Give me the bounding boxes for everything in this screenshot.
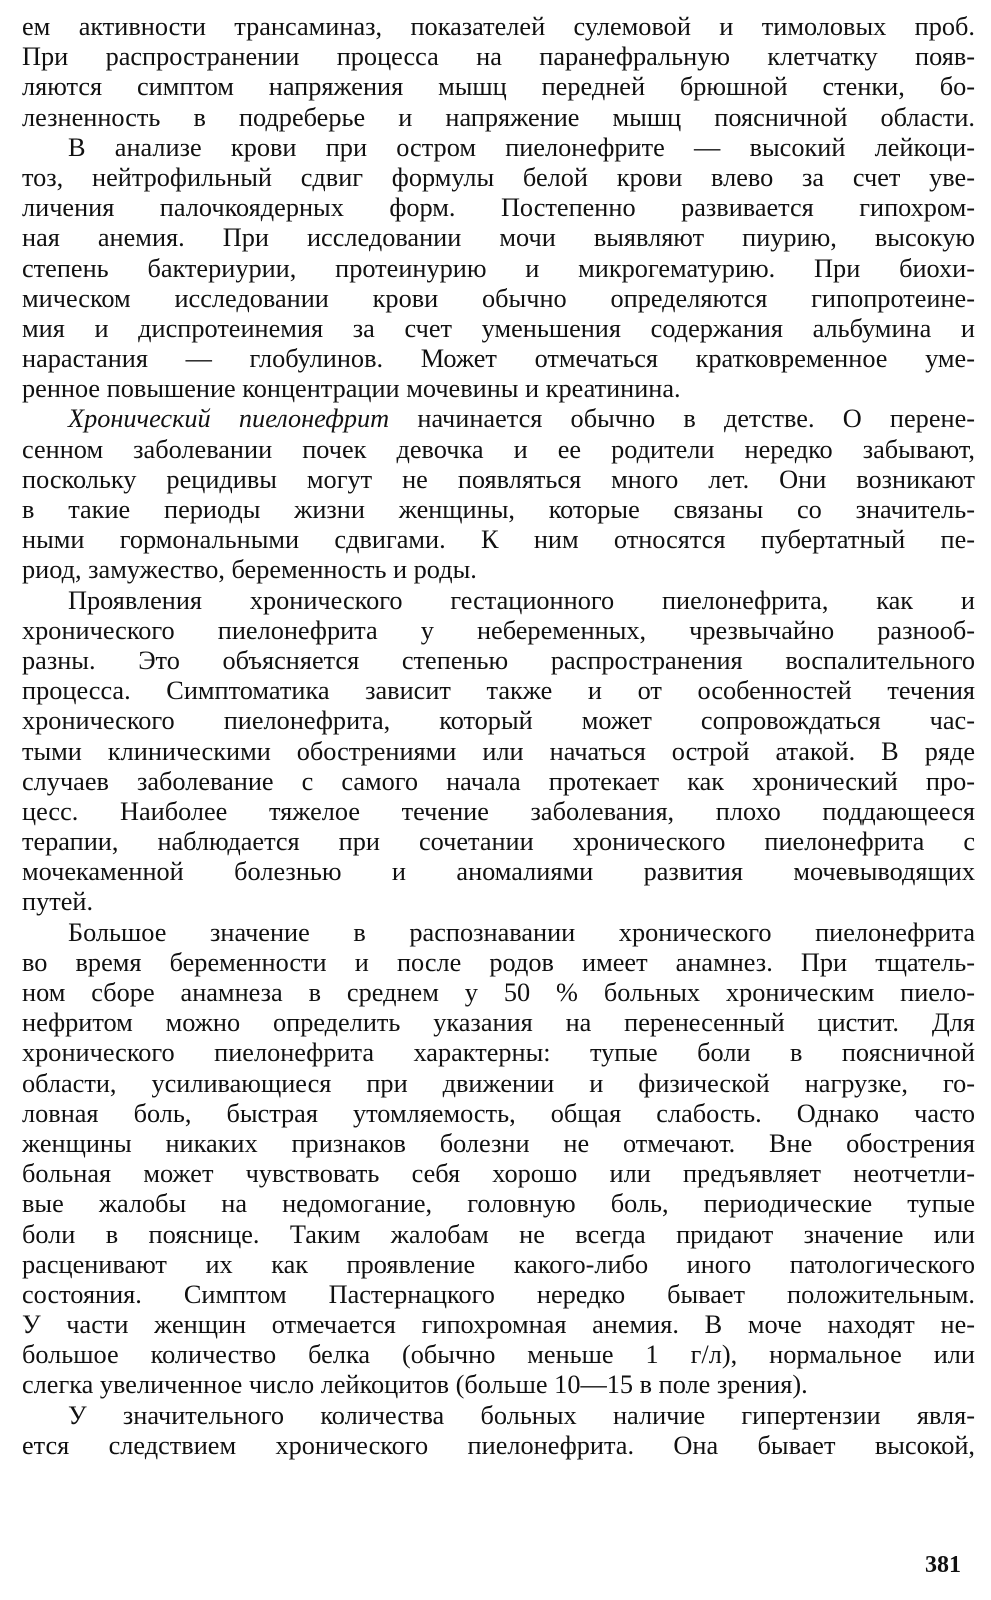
text-line: расценивают их как проявление какого-либо иного патологического: [22, 1249, 975, 1279]
text-line: лезненность в подреберье и напряжение мышц поясничной области.: [22, 102, 975, 132]
text-line: ная анемия. При исследовании мочи выявляют пиурию, высокую: [22, 223, 975, 253]
text-line: ными гормональными сдвигами. К ним относятся пубертатный пе-: [22, 525, 975, 555]
text-line: процесса. Симптоматика зависит также и от особенностей течения: [22, 676, 975, 706]
text-line: В анализе крови при остром пиелонефрите — высокий лейкоци-: [68, 132, 975, 162]
text-line: поскольку рецидивы могут не появляться много лет. Они возникают: [22, 464, 975, 494]
text-line: При распространении процесса на паранефральную клетчатку появ-: [22, 42, 975, 72]
text-line: ловная боль, быстрая утомляемость, общая слабость. Однако часто: [22, 1098, 975, 1128]
text-line: хронического пиелонефрита характерны: тупые боли в поясничной: [22, 1038, 975, 1068]
text-line: большое количество белка (обычно меньше 1 г/л), нормальное или: [22, 1340, 975, 1370]
text-line: состояния. Симптом Пастернацкого нередко бывает положительным.: [22, 1279, 975, 1309]
text-line: мочекаменной болезнью и аномалиями развития мочевыводящих: [22, 857, 975, 887]
text-line: хронического пиелонефрита, который может сопровождаться час-: [22, 706, 975, 736]
text-line: случаев заболевание с самого начала протекает как хронический про-: [22, 766, 975, 796]
text-line: ренное повышение концентрации мочевины и креатинина.: [22, 374, 681, 404]
text-line: ляются симптом напряжения мышц передней брюшной стенки, бо-: [22, 72, 975, 102]
paragraph: [22, 586, 975, 918]
paragraph: [22, 918, 975, 1401]
text-line: ем активности трансаминаз, показателей сулемовой и тимоловых проб.: [22, 12, 975, 41]
text-line: У значительного количества больных наличие гипертензии явля-: [68, 1400, 975, 1430]
text-line: во время беременности и после родов имеет анамнез. При тщатель-: [22, 947, 975, 977]
page-number: 381: [925, 1552, 961, 1578]
text-line: тоз, нейтрофильный сдвиг формулы белой крови влево за счет уве-: [22, 162, 975, 192]
text-line: боли в пояснице. Таким жалобам не всегда придают значение или: [22, 1219, 975, 1249]
text-line: мическом исследовании крови обычно определяются гипопротеине-: [22, 283, 975, 313]
text-line: тыми клиническими обострениями или начаться острой атакой. В ряде: [22, 736, 975, 766]
text-line: в такие периоды жизни женщины, которые связаны со значитель-: [22, 495, 975, 524]
page-body: [22, 12, 975, 1461]
text-line: риод, замужество, беременность и роды.: [22, 555, 477, 585]
text-line-rest: начинается обычно в детстве. О перене-: [389, 404, 975, 434]
text-line: мия и диспротеинемия за счет уменьшения содержания альбумина и: [22, 313, 975, 343]
text-line: вые жалобы на недомогание, головную боль, периодические тупые: [22, 1189, 975, 1219]
paragraph: [22, 133, 975, 405]
text-line: ется следствием хронического пиелонефрита. Она бывает высокой,: [22, 1430, 975, 1460]
text-line: личения палочкоядерных форм. Постепенно развивается гипохром-: [22, 193, 975, 223]
paragraph: [22, 1401, 975, 1461]
text-line: хронического пиелонефрита у небеременных, чрезвычайно разнооб-: [22, 615, 975, 645]
paragraph: [22, 12, 975, 133]
text-line: нарастания — глобулинов. Может отмечаться кратковременное уме-: [22, 344, 975, 374]
paragraph: [22, 404, 975, 585]
text-line: [22, 404, 975, 434]
text-line: степень бактериурии, протеинурию и микрогематурию. При биохи-: [22, 253, 975, 283]
text-line: путей.: [22, 887, 94, 917]
text-line: больная может чувствовать себя хорошо или предъявляет неотчетли-: [22, 1159, 975, 1189]
text-line: слегка увеличенное число лейкоцитов (больше 10—15 в поле зрения).: [22, 1370, 808, 1400]
text-line: терапии, наблюдается при сочетании хронического пиелонефрита с: [22, 827, 975, 857]
text-line: У части женщин отмечается гипохромная анемия. В моче находят не-: [22, 1310, 975, 1340]
text-line: области, усиливающиеся при движении и физической нагрузке, го-: [22, 1068, 975, 1098]
text-line: Большое значение в распознавании хронического пиелонефрита: [68, 917, 975, 947]
text-line: нефритом можно определить указания на перенесенный цистит. Для: [22, 1008, 975, 1038]
text-line: разны. Это объясняется степенью распространения воспалительного: [22, 645, 975, 675]
italic-lead-term: Хронический пиелонефрит: [68, 404, 390, 434]
text-line: цесс. Наиболее тяжелое течение заболевания, плохо поддающееся: [22, 796, 975, 826]
text-line: сенном заболевании почек девочка и ее родители нередко забывают,: [22, 434, 975, 464]
text-line: ном сборе анамнеза в среднем у 50 % больных хроническим пиело-: [22, 978, 975, 1007]
text-line: Проявления хронического гестационного пиелонефрита, как и: [68, 585, 975, 615]
text-line: женщины никаких признаков болезни не отмечают. Вне обострения: [22, 1128, 975, 1158]
